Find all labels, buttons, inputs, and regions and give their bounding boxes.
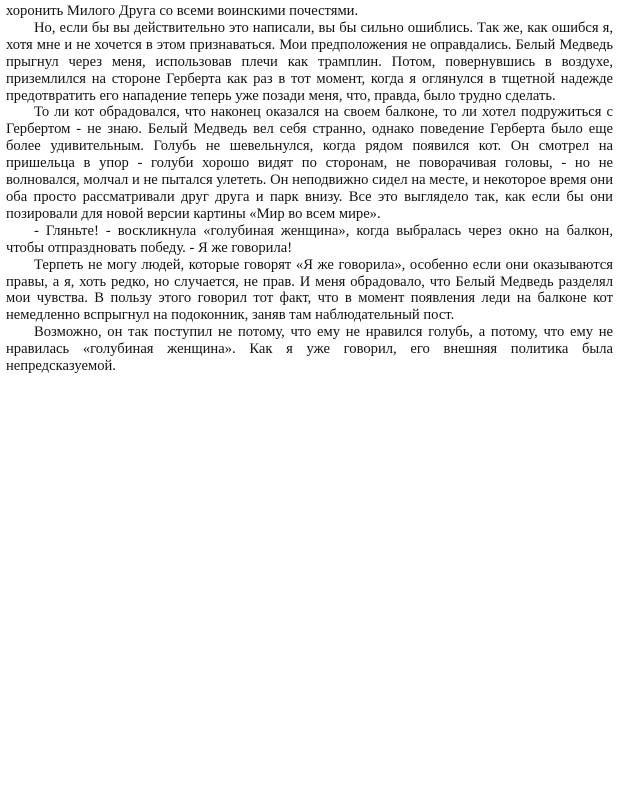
paragraph-5: Терпеть не могу людей, которые говорят «Я же говорила», особенно если они оказываются правы, а я, хоть редко, но случается, не прав. И меня обрадовало, что Белый Медведь разделял мои чувства. В пользу этого говорил тот факт, что в момент появления леди на балконе кот немедленно вспрыгнул на подоконник, заняв там наблюдательный пост. (6, 256, 613, 324)
paragraph-3: То ли кот обрадовался, что наконец оказался на своем балконе, то ли хотел подружиться с Гербертом - не знаю. Белый Медведь вел себя странно, однако поведение Герберта было еще более удивительным. Голубь не шевельнулся, когда рядом появился кот. Он смотрел на пришельца в упор - голуби хорошо видят по сторонам, не поворачивая головы, - но не волновался, молчал и не пытался улететь. Он неподвижно сидел на месте, и некоторое время они оба просто рассматривали друг друга и парк внизу. Все это выглядело так, как если бы они позировали для новой версии картины «Мир во всем мире». (6, 104, 613, 222)
paragraph-4: - Гляньте! - воскликнула «голубиная женщина», когда выбралась через окно на балкон, чтобы отпраздновать победу. - Я же говорила! (6, 222, 613, 256)
paragraph-1: хоронить Милого Друга со всеми воинскими почестями. (6, 3, 359, 19)
document-page (6, 3, 613, 375)
paragraph-2: Но, если бы вы действительно это написали, вы бы сильно ошиблись. Так же, как ошибся я, хотя мне и не хочется в этом признаваться. Мои предположения не оправдались. Белый Медведь прыгнул через меня, использовав плечи как трамплин. Потом, повернувшись в воздухе, приземлился на стороне Герберта как раз в тот момент, когда я оглянулся в тщетной надежде предотвратить его нападение теперь уже позади меня, что, правда, было трудно сделать. (6, 19, 613, 104)
paragraph-6: Возможно, он так поступил не потому, что ему не нравился голубь, а потому, что ему не нравилась «голубиная женщина». Как я уже говорил, его внешняя политика была непредсказуемой. (6, 324, 613, 375)
